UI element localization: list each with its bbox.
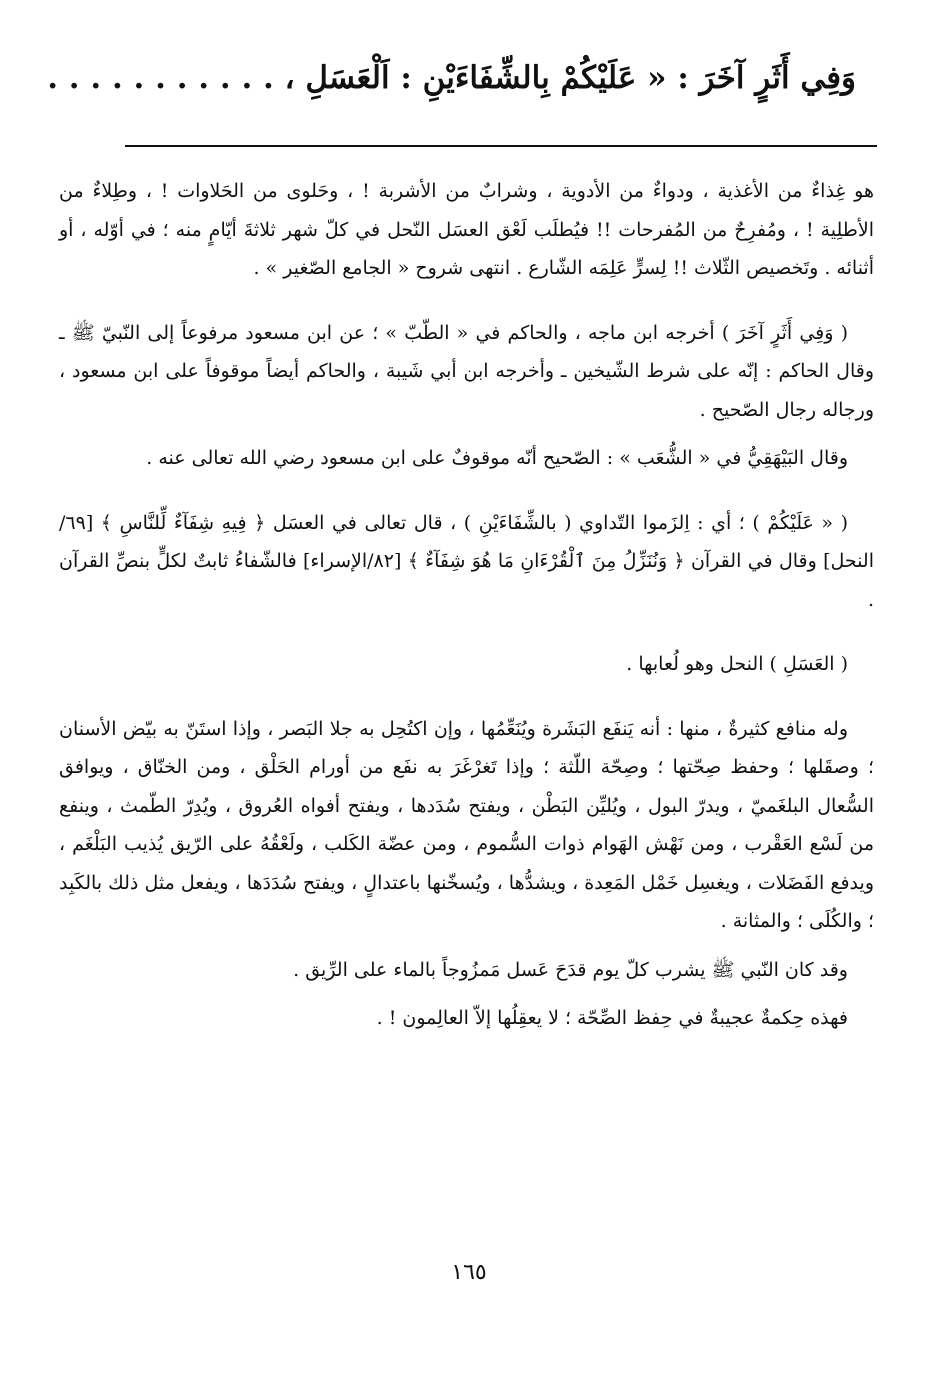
paragraph-honey-definition: ( العَسَلِ ) النحل وهو لُعابها . <box>626 653 848 675</box>
header-divider <box>125 145 877 147</box>
page-body <box>59 172 874 1048</box>
paragraph-bayhaqi: وقال البَيْهَقِيُّ في « الشُّعَب » : الصّحيح أنّه موقوفٌ على ابن مسعود رضي الله تعالى عنه . <box>146 447 848 469</box>
page-footer <box>0 1260 938 1285</box>
paragraph-honey-benefits: وله منافع كثيرةٌ ، منها : أنه يَنفَع البَشَرة ويُنَعِّمُها ، وإن اكتُحِل به جلا البَصر ، وإذا استَنّ به بيّض الأسنان ؛ وصقَلها ؛ وحفظ صِحّتها ؛ وصِحّة اللّثة ؛ وإذا تَغرْغَرَ به نفَع من أورام الحَلْق ، ومن الخنّاق ، ويوافق السُّعال البلغَميّ ، ويدرّ البول ، ويُليِّن البَطْن ، ويفتح سُدَدها ، ويفتح أفواه العُروق ، ويُدِرّ الطّمث ، وينفع من لَسْع العَقْرب ، ومن نَهْش الهَوام ذوات السُّموم ، ومن عضّة الكَلب ، ولَعْقُهُ على الرّيق يُذيب البَلْغَم ، ويدفع الفَضَلات ، ويغسِل خَمْل المَعِدة ، ويشدُّها ، ويُسخّنها باعتدالٍ ، ويفتح سُدَدَها ، ويفعل مثل ذلك بالكَبِد ؛ والكُلَى ؛ والمثانة . <box>59 717 874 932</box>
paragraph-hadith-source: ( وَفِي أَثَرٍ آخَرَ ) أخرجه ابن ماجه ، والحاكم في « الطّبّ » ؛ عن ابن مسعود مرفوعاً إلى النّبيّ ﷺ ـ وقال الحاكم : إنّه على شرط الشّيخين ـ وأخرجه ابن أبي شَيبة ، والحاكم أيضاً موقوفاً على ابن مسعود ، ورجاله رجال الصّحيح . <box>59 321 874 421</box>
page-number: ١٦٥ <box>451 1260 487 1285</box>
page-header <box>47 40 856 116</box>
paragraph-honey-description: هو غِذاءٌ من الأغذية ، ودواءٌ من الأدوية ، وشرابٌ من الأشربة ! ، وحَلوى من الحَلاوات ! ، وطِلاءٌ من الأطلِية ! ، ومُفرِحٌ من المُفرحات !! فيُطلَب لَعْق العسَل النّحل في كلّ شهر ثلاثةَ أيّامٍ منه ؛ في أوّله ، أو أثنائه . وتَخصيص الثّلاث !! لِسرٍّ عَلِمَه الشّارع . انتهى شروح « الجامع الصّغير » . <box>59 180 875 279</box>
paragraph-two-cures: ( « عَلَيْكُمْ ) ؛ أي : اِلزَموا التّداوي ( بالشِّفَاءَيْنِ ) ، قال تعالى في العسَل ﴿ فِيهِ شِفَآءٌ لِّلنَّاسِ ﴾ [٦٩/النحل] وقال في القرآن ﴿ وَنُنَزِّلُ مِنَ ٱلْقُرْءَانِ مَا هُوَ شِفَآءٌ ﴾ [٨٢/الإسراء] فالشّفاءُ ثابتٌ لكلٍّ بنصِّ القرآن . <box>59 511 874 611</box>
paragraph-wisdom: فهذه حِكمةٌ عجيبةٌ في حِفظ الصِّحّة ؛ لا يعقِلُها إلاّ العالِمون ! . <box>376 1007 848 1029</box>
header-title: وَفِي أَثَرٍ آخَرَ : « عَلَيْكُمْ بِالشِّفَاءَيْنِ : اَلْعَسَلِ ، . . . . . . . . . . . <box>47 60 856 96</box>
paragraph-prophet-practice: وقد كان النّبي ﷺ يشرب كلّ يوم قدَحَ عَسل مَمزُوجاً بالماء على الرِّيق . <box>293 958 848 981</box>
